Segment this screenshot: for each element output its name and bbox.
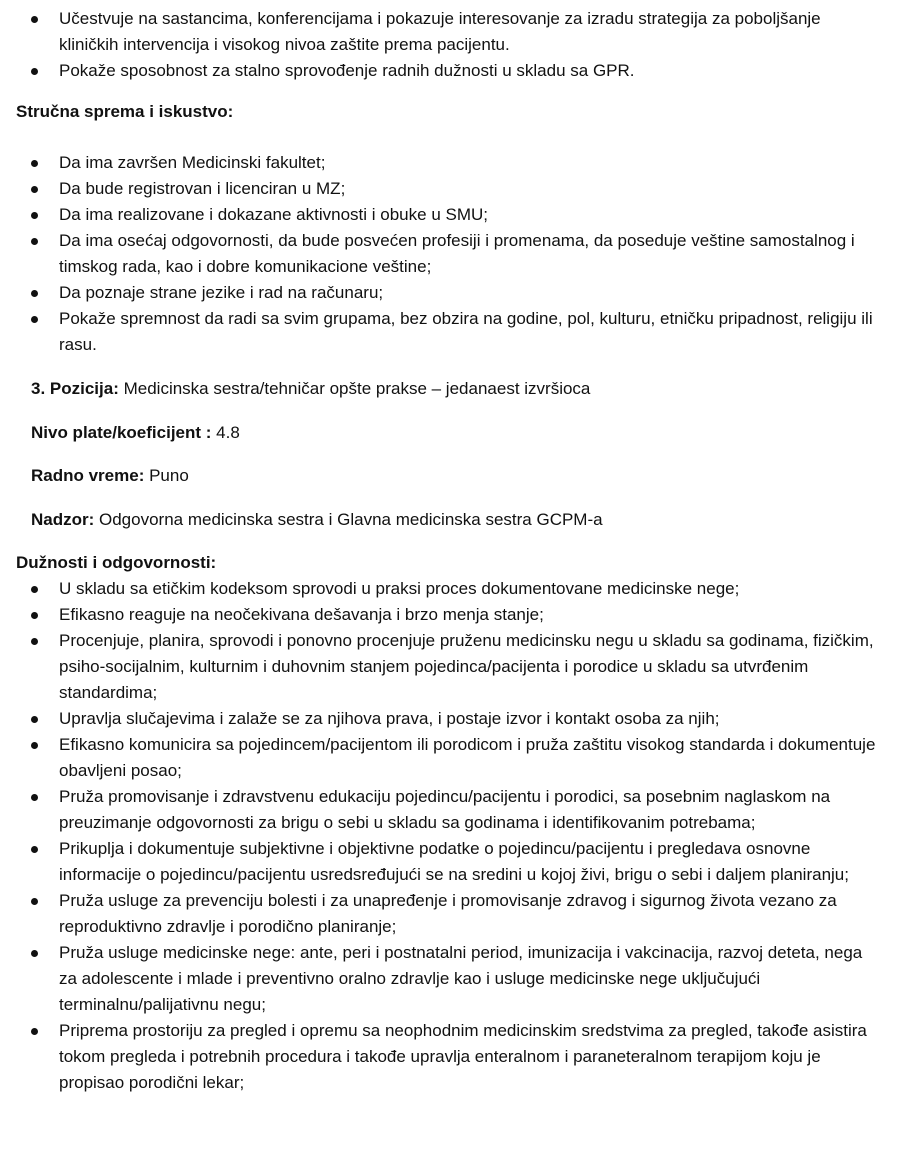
pay-grade-line [0,420,240,446]
qualifications-heading: Stručna sprema i iskustvo: [16,102,234,121]
list-item: Da ima osećaj odgovornosti, da bude posvećen profesiji i promenama, da poseduje veštine samostalnog i timskog rada, kao i dobre komunikacione veštine; [0,228,900,280]
list-item: Upravlja slučajevima i zalaže se za njihova prava, i postaje izvor i kontakt osoba za njih; [0,706,900,732]
list-item: Da ima završen Medicinski fakultet; [0,150,900,176]
duties-list [0,576,900,1096]
list-item: Efikasno komunicira sa pojedincem/pacijentom ili porodicom i pruža zaštitu visokog standarda i dokumentuje obavljeni posao; [0,732,900,784]
position-line [0,376,590,402]
working-hours-value: Puno [144,466,189,485]
duties-heading: Dužnosti i odgovornosti: [16,553,217,572]
qualifications-list [0,150,900,358]
working-hours-label: Radno vreme: [31,466,145,485]
list-item: Procenjuje, planira, sprovodi i ponovno procenjuje pruženu medicinsku negu u skladu sa godinama, fizičkim, psiho-socijalnim, kulturnim i duhovnim stanjem pojedinca/pacijenta i porodice u skladu sa utvrđenim standardima; [0,628,900,706]
intro-list [0,6,900,84]
list-item: Pokaže sposobnost za stalno sprovođenje radnih dužnosti u skladu sa GPR. [0,58,900,84]
list-item: Pruža usluge za prevenciju bolesti i za unapređenje i promovisanje zdravog i sigurnog života vezano za reproduktivno zdravlje i porodično planiranje; [0,888,900,940]
list-item: Priprema prostoriju za pregled i opremu sa neophodnim medicinskim sredstvima za pregled, takođe asistira tokom pregleda i potrebnih procedura i takođe upravlja enteralnom i paraneteralnom terapijom koju je propisao porodični lekar; [0,1018,900,1096]
working-hours-line [0,463,189,489]
position-value: Medicinska sestra/tehničar opšte prakse – jedanaest izvršioca [118,379,591,398]
list-item: Da ima realizovane i dokazane aktivnosti i obuke u SMU; [0,202,900,228]
list-item: Učestvuje na sastancima, konferencijama i pokazuje interesovanje za izradu strategija za poboljšanje kliničkih intervencija i visokog nivoa zaštite prema pacijentu. [0,6,900,58]
list-item: Da bude registrovan i licenciran u MZ; [0,176,900,202]
list-item: Pokaže spremnost da radi sa svim grupama, bez obzira na godine, pol, kulturu, etničku pripadnost, religiju ili rasu. [0,306,900,358]
list-item: Efikasno reaguje na neočekivana dešavanja i brzo menja stanje; [0,602,900,628]
pay-grade-label: Nivo plate/koeficijent : [31,423,212,442]
list-item: Da poznaje strane jezike i rad na računaru; [0,280,900,306]
list-item: U skladu sa etičkim kodeksom sprovodi u praksi proces dokumentovane medicinske nege; [0,576,900,602]
supervision-label: Nadzor: [31,510,95,529]
list-item: Pruža usluge medicinske nege: ante, peri i postnatalni period, imunizacija i vakcinacija, razvoj deteta, nega za adolescente i mlade i preventivno oralno zdravlje kao i usluge medicinske nege uključujući terminalnu/palijativnu negu; [0,940,900,1018]
pay-grade-value: 4.8 [211,423,240,442]
position-label: 3. Pozicija: [31,379,119,398]
list-item: Prikuplja i dokumentuje subjektivne i objektivne podatke o pojedincu/pacijentu i pregledava osnovne informacije o pojedincu/pacijentu usredsređujući se na sredini u kojoj živi, brigu o sebi i daljem planiranju; [0,836,900,888]
list-item: Pruža promovisanje i zdravstvenu edukaciju pojedincu/pacijentu i porodici, sa posebnim naglaskom na preuzimanje odgovornosti za brigu o sebi u skladu sa godinama i identifikovanim potrebama; [0,784,900,836]
supervision-value: Odgovorna medicinska sestra i Glavna medicinska sestra GCPM-a [94,510,603,529]
supervision-line [0,507,603,533]
